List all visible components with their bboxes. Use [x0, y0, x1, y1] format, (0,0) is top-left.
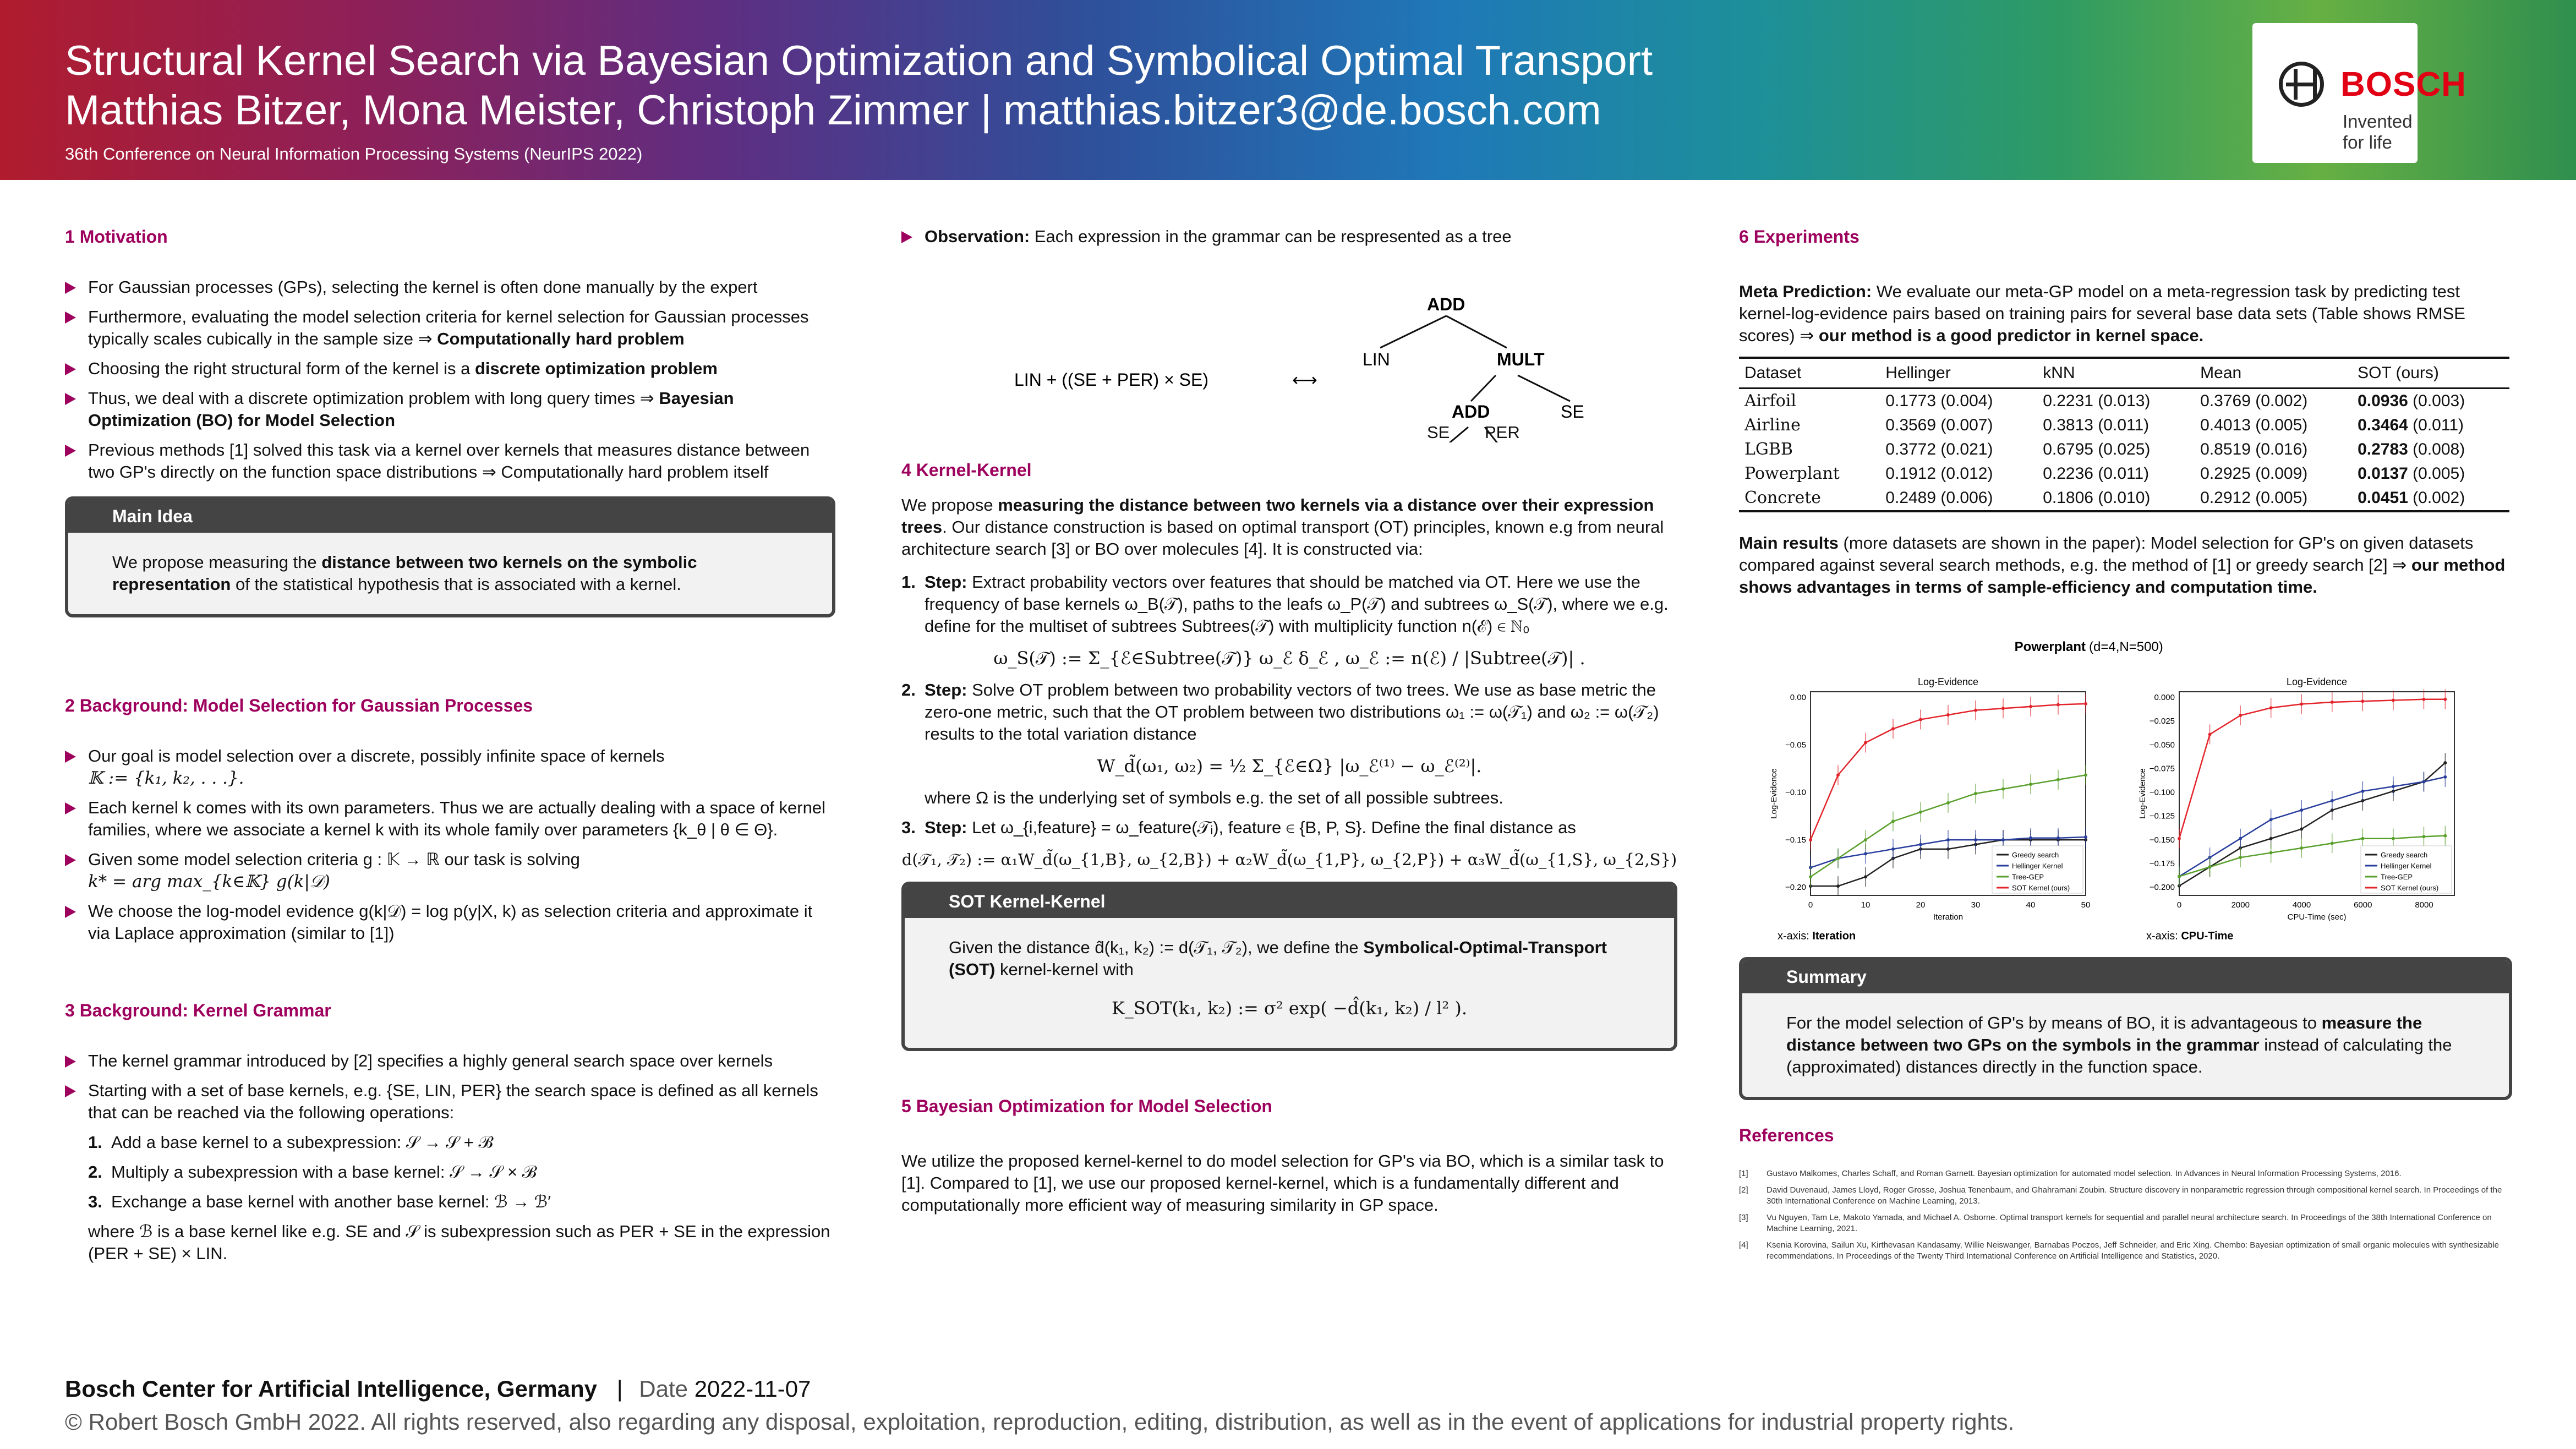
- data-point: [1919, 811, 1922, 814]
- axis-caption: x-axis: CPU-Time: [2146, 930, 2234, 939]
- data-point: [2392, 837, 2395, 840]
- plot-title: Log-Evidence: [2286, 676, 2348, 687]
- meta-prediction: Meta Prediction: We evaluate our meta-GP model on a meta-regression task by predicting test kernel-log-evidence pairs based on training pairs for several base data sets (Table shows RMSE scores) ⇒ our method is a good predictor in kernel space.: [1739, 282, 2465, 345]
- plot-title: Log-Evidence: [1917, 676, 1979, 687]
- section-motivation-title: 1 Motivation: [65, 227, 168, 247]
- operation-1: 1. Add a base kernel to a subexpression: 𝒮 → 𝒮 + ℬ: [88, 1133, 493, 1152]
- data-point: [2269, 851, 2273, 855]
- data-point: [1946, 838, 1950, 841]
- table-header-cell: Hellinger: [1880, 358, 2037, 389]
- data-point: [1891, 847, 1895, 851]
- conference-line: 36th Conference on Neural Information Processing Systems (NeurIPS 2022): [65, 144, 643, 163]
- summary-box: [1739, 957, 2512, 1100]
- footer-org: [65, 1376, 811, 1402]
- data-point: [2300, 808, 2303, 812]
- data-point: [1809, 875, 1812, 878]
- data-point: [2443, 775, 2447, 779]
- data-point: [1836, 773, 1840, 777]
- score-cell: 0.1806 (0.010): [2037, 486, 2195, 511]
- data-point: [2178, 875, 2181, 878]
- data-point: [2269, 837, 2273, 840]
- y-tick-label: −0.075: [2149, 764, 2175, 774]
- data-point: [1974, 838, 1977, 841]
- axis-caption: x-axis: Iteration: [1778, 930, 1856, 939]
- section-kernel-kernel-title: 4 Kernel-Kernel: [901, 460, 1032, 480]
- score-cell: 0.2912 (0.005): [2195, 486, 2352, 511]
- legend-label: SOT Kernel (ours): [2012, 884, 2070, 892]
- list-item: Previous methods [1] solved this task via a kernel over kernels that measures distance between two GP's directly on the function space distributions ⇒ Computationally hard problem itself: [65, 439, 835, 483]
- summary-body: For the model selection of GP's by means of BO, it is advantageous to measure the distance between two GPs on the symbols in the grammar instead of calculating the (approximated) distances directly in the function space.: [1786, 1013, 2452, 1076]
- data-point: [2057, 778, 2060, 781]
- kernel-kernel-intro: We propose measuring the distance between two kernels via a distance over their expression trees. Our distance construction is based on optimal transport (OT) principles, known e.g from neural architecture search [3] or BO over molecules [4]. It is constructed via:: [901, 495, 1664, 559]
- table-header-cell: SOT (ours): [2352, 358, 2509, 389]
- tree-node-lin: LIN: [1363, 349, 1390, 369]
- footer-date-label: Date: [639, 1376, 688, 1402]
- logo-tagline: Invented for life: [2343, 111, 2413, 152]
- score-cell: 0.1773 (0.004): [1885, 392, 1993, 410]
- y-tick-label: −0.15: [1785, 835, 1806, 845]
- data-point: [1809, 838, 1812, 841]
- x-axis-label: Iteration: [1933, 912, 1964, 922]
- sot-box-title: SOT Kernel-Kernel: [905, 885, 1674, 918]
- y-tick-label: 0.000: [2154, 693, 2175, 702]
- sot-score-cell: 0.0936 (0.003): [2358, 392, 2465, 410]
- reference-list: [1739, 1168, 2512, 1262]
- authors-line: Matthias Bitzer, Mona Meister, Christoph Zimmer | matthias.bitzer3@de.bosch.com: [65, 87, 1601, 134]
- subtree-equation: ω_S(𝒯) := Σ_{ℰ∈Subtree(𝒯)} ω_ℰ δ_ℰ , ω_ℰ := n(ℰ) / |Subtree(𝒯)| .: [993, 648, 1585, 669]
- list-item: Choosing the right structural form of the kernel is a discrete optimization problem: [65, 358, 835, 380]
- y-tick-label: −0.200: [2149, 883, 2175, 892]
- grammar-tail: where ℬ is a base kernel like e.g. SE and 𝒮 is subexpression such as PER + SE in the expression (PER + SE) × LIN.: [88, 1222, 830, 1263]
- x-tick-label: 30: [1971, 900, 1981, 910]
- equivalence-arrow: ⟷: [1292, 370, 1317, 390]
- data-point: [2084, 702, 2087, 706]
- table-header-cell: Dataset: [1739, 358, 1880, 389]
- column-middle: [901, 226, 1677, 1216]
- x-tick-label: 10: [1861, 900, 1871, 910]
- table-row: [1739, 413, 2509, 438]
- dataset-cell: Airfoil: [1744, 391, 1796, 411]
- legend-label: SOT Kernel (ours): [2381, 884, 2439, 892]
- reference-item: [2] David Duvenaud, James Lloyd, Roger Grosse, Joshua Tenenbaum, and Ghahramani Zoubin. Structure discovery in nonparametric regression through compositional kernel search. In Proceedings of the 30th International Conference on Machine Learning, 2013.: [1739, 1185, 2502, 1206]
- bosch-logo: [2252, 23, 2466, 163]
- data-point: [2029, 705, 2032, 708]
- section-background-gp-title: 2 Background: Model Selection for Gaussian Processes: [65, 696, 533, 715]
- table-row: [1739, 462, 2509, 486]
- score-cell: 0.3769 (0.002): [2200, 392, 2308, 410]
- column-right: [1739, 226, 2512, 1267]
- tree-expression: LIN + ((SE + PER) × SE): [1014, 370, 1208, 390]
- data-point: [2269, 706, 2273, 709]
- data-point: [1864, 741, 1867, 745]
- legend-label: Hellinger Kernel: [2012, 862, 2063, 870]
- main-idea-title: Main Idea: [68, 500, 832, 533]
- data-point: [2208, 865, 2212, 868]
- title-line-1: Structural Kernel Search via Bayesian Optimization and Symbolical Optimal Transport: [65, 37, 1653, 84]
- data-point: [2057, 836, 2060, 840]
- operation-2: 2. Multiply a subexpression with a base kernel: 𝒮 → 𝒮 × ℬ: [88, 1162, 537, 1182]
- data-point: [2208, 732, 2212, 736]
- list-item: Each kernel k comes with its own parameters. Thus we are actually dealing with a space of kernel families, where we associate a kernel k with its whole family over parameters {k_θ | θ ∈ Θ}.: [65, 797, 835, 841]
- distance-equation: d(𝒯₁, 𝒯₂) := α₁W_d̃(ω_{1,B}, ω_{2,B}) + α₂W_d̃(ω_{1,P}, ω_{2,P}) + α₃W_d̃(ω_{1,S}, ω_{2,S}): [901, 850, 1677, 869]
- footer-copyright: © Robert Bosch GmbH 2022. All rights reserved, also regarding any disposal, exploitation, reproduction, editing, distribution, as well as in the event of applications for industrial property rights.: [65, 1409, 2015, 1435]
- y-tick-label: −0.125: [2149, 811, 2175, 821]
- data-point: [1919, 843, 1922, 846]
- data-point: [1891, 727, 1895, 730]
- data-point: [2422, 780, 2425, 783]
- y-axis-label: Log-Evidence: [2138, 768, 2147, 819]
- x-tick-label: 50: [2081, 900, 2091, 910]
- figure-suptitle: Powerplant: [2014, 639, 2086, 654]
- legend-label: Greedy search: [2381, 851, 2428, 859]
- header-banner: [0, 0, 2576, 180]
- data-point: [2361, 790, 2364, 793]
- summary-title: Summary: [1742, 960, 2509, 993]
- y-tick-label: −0.10: [1785, 788, 1806, 797]
- data-point: [2443, 834, 2447, 838]
- tree-node-mult: MULT: [1497, 349, 1545, 369]
- data-point: [2443, 698, 2447, 701]
- reference-item: [3] Vu Nguyen, Tam Le, Makoto Yamada, and Michael A. Osborne. Optimal transport kernels for sequential and parallel neural architecture search. In Proceedings of the 38th International Conference on Machine Learning, 2021.: [1739, 1213, 2492, 1233]
- x-tick-label: 6000: [2354, 900, 2372, 910]
- dataset-cell: Powerplant: [1744, 464, 1840, 483]
- expression-tree-figure: [901, 255, 1677, 442]
- tree-node-se-leaf: SE: [1427, 423, 1450, 442]
- score-cell: 0.3772 (0.021): [1885, 440, 1993, 458]
- x-axis-label: CPU-Time (sec): [2287, 912, 2347, 922]
- data-point: [1836, 857, 1840, 860]
- score-cell: 0.2236 (0.011): [2043, 464, 2150, 483]
- data-point: [2422, 698, 2425, 701]
- data-point: [2392, 698, 2395, 702]
- data-point: [1864, 852, 1867, 855]
- data-point: [1974, 709, 1977, 712]
- column-left: [65, 226, 835, 1272]
- rmse-table: [1739, 357, 2509, 512]
- y-axis-label: Log-Evidence: [1769, 768, 1779, 819]
- score-cell: 0.2231 (0.013): [2043, 392, 2151, 410]
- section-grammar-title: 3 Background: Kernel Grammar: [65, 1000, 331, 1020]
- score-cell: 0.4013 (0.005): [2200, 416, 2308, 434]
- observation: Observation: Each expression in the grammar can be respresented as a tree: [901, 226, 1677, 248]
- data-point: [2361, 699, 2364, 703]
- y-tick-label: −0.175: [2149, 859, 2175, 868]
- references-title: References: [1739, 1125, 1834, 1145]
- bosch-armature-icon: [2279, 62, 2324, 107]
- data-point: [2239, 714, 2242, 717]
- step-2-tail: where Ω is the underlying set of symbols e.g. the set of all possible subtrees.: [925, 788, 1503, 807]
- sot-equation: K_SOT(k₁, k₂) := σ² exp( −d̂(k₁, k₂) / l² ).: [1111, 998, 1468, 1019]
- list-item: Our goal is model selection over a discrete, possibly infinite space of kernels 𝕂 := {k₁, k₂, . . .}.: [65, 745, 835, 789]
- score-cell: 0.3813 (0.011): [2043, 416, 2150, 434]
- x-tick-label: 2000: [2231, 900, 2250, 910]
- x-tick-label: 20: [1916, 900, 1926, 910]
- data-point: [2029, 836, 2032, 840]
- sot-score-cell: 0.0137 (0.005): [2358, 464, 2465, 483]
- table-row: [1739, 486, 2509, 511]
- y-tick-label: −0.05: [1785, 740, 1806, 750]
- main-idea-box: [65, 496, 835, 617]
- list-item: Thus, we deal with a discrete optimization problem with long query times ⇒ Bayesian Optimization (BO) for Model Selection: [65, 387, 835, 431]
- sot-score-cell: 0.0451 (0.002): [2352, 486, 2509, 511]
- dataset-cell: Concrete: [1739, 486, 1880, 511]
- y-tick-label: −0.20: [1785, 883, 1806, 892]
- data-point: [2178, 837, 2181, 840]
- x-tick-label: 0: [2176, 900, 2182, 910]
- y-tick-label: −0.150: [2149, 835, 2175, 845]
- legend-label: Tree-GEP: [2012, 873, 2044, 881]
- data-point: [2239, 856, 2242, 859]
- section-bo-title: 5 Bayesian Optimization for Model Selection: [901, 1096, 1272, 1116]
- data-point: [2001, 707, 2005, 710]
- data-point: [2361, 837, 2364, 840]
- tree-node-per-leaf: PER: [1485, 423, 1520, 442]
- data-point: [2084, 835, 2087, 839]
- bo-text: We utilize the proposed kernel-kernel to do model selection for GP's via BO, which is a similar task to [1]. Compared to [1], we use our proposed kernel-kernel, which is a fundamentally different and computationally more efficient way of measuring similarity in GP space.: [901, 1151, 1664, 1215]
- data-point: [2269, 818, 2273, 821]
- logo-word: BOSCH: [2340, 65, 2466, 103]
- data-point: [2029, 783, 2032, 786]
- sot-score-cell: 0.2783 (0.008): [2358, 440, 2465, 458]
- score-cell: 0.1912 (0.012): [1885, 464, 1993, 483]
- tree-node-add-inner: ADD: [1452, 402, 1490, 422]
- score-cell: 0.6795 (0.025): [2043, 440, 2151, 458]
- results-figure: [1739, 631, 2512, 939]
- poster-title: [65, 36, 1653, 135]
- data-point: [1864, 838, 1867, 841]
- step-2: 2. Step: Solve OT problem between two probability vectors of two trees. We use as base metric the zero-one metric, such that the OT problem between two distributions ω₁ := ω(𝒯₁) and ω₂ := ω(𝒯₂) results to the total variation distance: [901, 680, 1659, 743]
- main-results: Main results (more datasets are shown in the paper): Model selection for GP's on given datasets compared against several search methods, e.g. the method of [1] or greedy search [2] ⇒ our method shows advantages in terms of sample-efficiency and computation time.: [1739, 533, 2506, 597]
- list-item: We choose the log-model evidence g(k|𝒟) = log p(y|X, k) as selection criteria and approximate it via Laplace approximation (similar to [1]): [65, 900, 835, 944]
- step-3: 3. Step: Let ω_{i,feature} = ω_feature(𝒯ᵢ), feature ∈ {B, P, S}. Define the final distance as: [901, 818, 1576, 837]
- reference-item: [1] Gustavo Malkomes, Charles Schaff, and Roman Garnett. Bayesian optimization for automated model selection. In Advances in Neural Information Processing Systems, 2016.: [1739, 1169, 2402, 1178]
- data-point: [1946, 801, 1950, 805]
- score-cell: 0.2489 (0.006): [1880, 486, 2037, 511]
- list-item: Starting with a set of base kernels, e.g. {SE, LIN, PER} the search space is defined as all kernels that can be reached via the following operations: 1. Add a base kernel to a subexpression: 𝒮 → 𝒮 + ℬ 2. Multiply a subexpression with a base kernel: 𝒮 → 𝒮 × ℬ 3. Exchange a base kernel with another base kernel: ℬ → ℬ′ where ℬ is a base kernel like e.g. SE and 𝒮 is subexpression such as PER + SE in the expression (PER + SE) × LIN.: [65, 1080, 835, 1265]
- step-1: 1. Step: Extract probability vectors over features that should be matched via OT. Here we use the frequency of base kernels ω_B(𝒯), paths to the leafs ω_P(𝒯) and subtrees ω_S(𝒯), where we e.g. define for the multiset of subtrees Subtrees(𝒯) with multiplicity function n(ℰ) ∈ ℕ₀: [901, 572, 1669, 636]
- score-cell: 0.3569 (0.007): [1885, 416, 1993, 434]
- data-point: [1864, 875, 1867, 878]
- table-header-cell: kNN: [2037, 358, 2195, 389]
- figure-suptitle-note: (d=4,N=500): [2089, 639, 2163, 654]
- list-item: The kernel grammar introduced by [2] specifies a highly general search space over kernels: [65, 1050, 835, 1072]
- sot-score-cell: 0.3464 (0.011): [2358, 416, 2464, 434]
- data-point: [2443, 761, 2447, 764]
- x-tick-label: 8000: [2415, 900, 2433, 910]
- main-idea-body: We propose measuring the distance between two kernels on the symbolic representation of the statistical hypothesis that is associated with a kernel.: [112, 553, 697, 594]
- data-point: [2331, 799, 2334, 802]
- data-point: [2331, 701, 2334, 704]
- table-row: [1739, 389, 2509, 414]
- score-cell: 0.2925 (0.009): [2200, 464, 2308, 483]
- y-tick-label: −0.025: [2149, 717, 2175, 726]
- y-tick-label: 0.00: [1790, 693, 1806, 702]
- data-point: [2057, 703, 2060, 707]
- x-tick-label: 4000: [2292, 900, 2311, 910]
- legend-label: Tree-GEP: [2381, 873, 2413, 881]
- data-point: [2392, 785, 2395, 788]
- data-point: [1946, 713, 1950, 717]
- dataset-cell: LGBB: [1744, 440, 1793, 459]
- footer-org-name: Bosch Center for Artificial Intelligence, Germany: [65, 1376, 598, 1402]
- legend-label: Hellinger Kernel: [2381, 862, 2432, 870]
- data-point: [2331, 841, 2334, 845]
- dataset-cell: Airline: [1744, 415, 1801, 435]
- legend-label: Greedy search: [2012, 851, 2059, 859]
- data-point: [2300, 828, 2303, 831]
- score-cell: 0.8519 (0.016): [2200, 440, 2308, 458]
- y-tick-label: −0.100: [2149, 788, 2175, 797]
- section-experiments-title: 6 Experiments: [1739, 227, 1859, 247]
- data-point: [2001, 838, 2005, 841]
- sot-box-body: Given the distance d̂(k₁, k₂) := d(𝒯₁, 𝒯₂), we define the Symbolical-Optimal-Transport (SOT) kernel-kernel with K_SOT(k₁, k₂) := σ² exp( −d̂(k₁, k₂) / l² ).: [905, 918, 1674, 1048]
- data-point: [2001, 788, 2005, 791]
- sot-box: [901, 882, 1677, 1051]
- tree-node-se: SE: [1561, 402, 1584, 422]
- data-point: [2422, 835, 2425, 838]
- data-point: [1836, 884, 1840, 888]
- data-point: [2300, 702, 2303, 706]
- x-tick-label: 40: [2026, 900, 2036, 910]
- tv-equation: W_d̃(ω₁, ω₂) = ½ Σ_{ℰ∈Ω} |ω_ℰ⁽¹⁾ − ω_ℰ⁽²⁾|.: [1097, 756, 1482, 777]
- x-tick-label: 0: [1808, 900, 1813, 910]
- footer-separator: |: [616, 1376, 623, 1402]
- list-item: Furthermore, evaluating the model selection criteria for kernel selection for Gaussian processes typically scales cubically in the sample size ⇒ Computationally hard problem: [65, 306, 835, 350]
- footer-date: 2022-11-07: [694, 1376, 811, 1402]
- reference-item: [4] Ksenia Korovina, Sailun Xu, Kirthevasan Kandasamy, Willie Neiswanger, Barnabas Poczos, Jeff Schneider, and Eric Xing. Chembo: Bayesian optimization of small organic molecules with synthesizable recommendations. In Proceedings of the Twenty Third International Conference on Artificial Intelligence and Statistics, 2020.: [1739, 1240, 2499, 1261]
- data-point: [1891, 819, 1895, 823]
- list-item: Given some model selection criteria g : 𝕂 → ℝ our task is solving k* = arg max_{k∈𝕂} g(k|𝒟): [65, 849, 835, 893]
- tree-node-add: ADD: [1427, 294, 1465, 314]
- operation-3: 3. Exchange a base kernel with another base kernel: ℬ → ℬ′: [88, 1192, 551, 1211]
- table-row: [1739, 438, 2509, 462]
- data-point: [1919, 718, 1922, 721]
- table-header-cell: Mean: [2195, 358, 2352, 389]
- data-point: [1974, 792, 1977, 795]
- data-point: [2300, 846, 2303, 850]
- data-point: [2239, 837, 2242, 840]
- data-point: [2084, 773, 2087, 777]
- y-tick-label: −0.050: [2149, 740, 2175, 750]
- list-item: For Gaussian processes (GPs), selecting the kernel is often done manually by the expert: [65, 276, 835, 298]
